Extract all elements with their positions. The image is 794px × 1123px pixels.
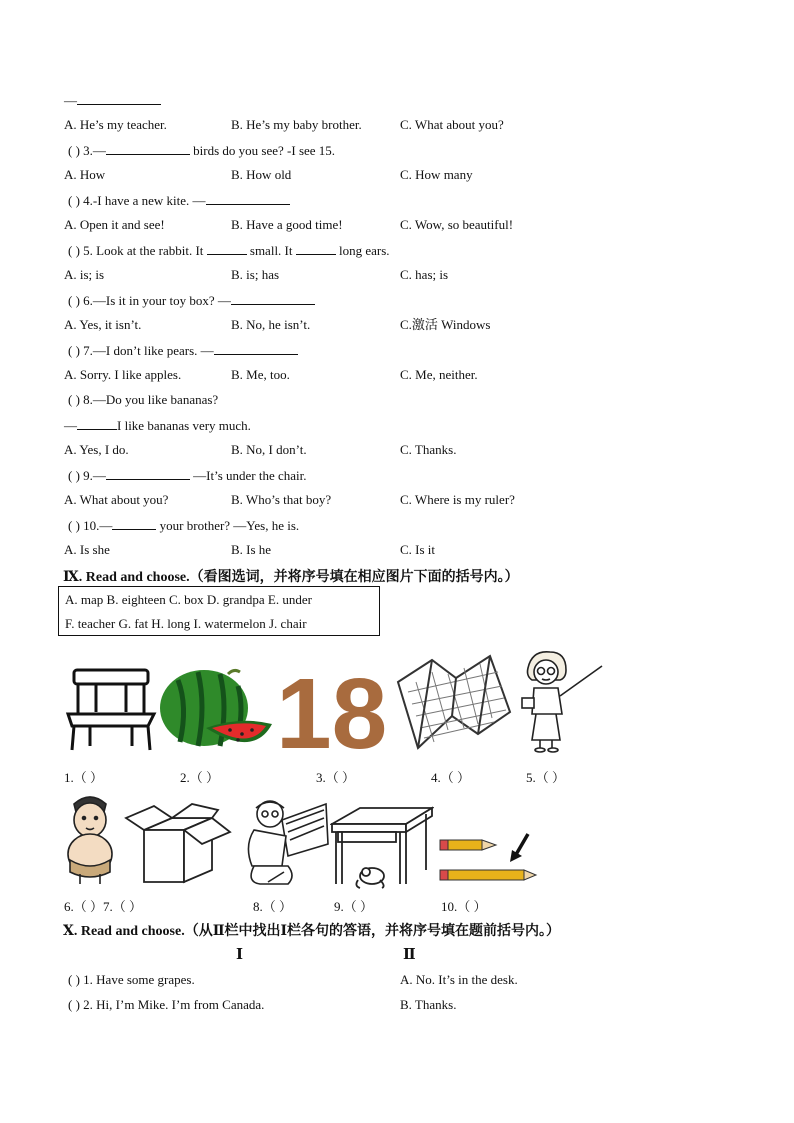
- option-a: A. Yes, I do.: [64, 442, 129, 457]
- section-title: Ⅸ. Read and choose.（看图选词，并将序号填在相应图片下面的括号内。）: [63, 570, 519, 585]
- answer-blank[interactable]: [296, 242, 336, 255]
- answer-line: [64, 92, 161, 109]
- option-a: A. Is she: [64, 542, 110, 557]
- question-text: 9.—: [83, 468, 106, 483]
- answer-label[interactable]: 4.（ ）: [431, 770, 471, 785]
- question-text: 4.-I have a new kite. —: [83, 193, 206, 208]
- answer-paren[interactable]: ( ): [68, 293, 80, 308]
- option-a: A. What about you?: [64, 492, 169, 507]
- question-text: small. It: [249, 243, 293, 258]
- match-answer: A. No. It’s in the desk.: [400, 972, 518, 987]
- word-bank: [58, 586, 380, 636]
- map-picture: [394, 652, 514, 756]
- word-bank-row: A. map B. eighteen C. box D. grandpa E. under: [65, 592, 312, 607]
- option-c: C. has; is: [400, 267, 449, 282]
- question-text: long ears.: [339, 243, 390, 258]
- option-a: A. Sorry. I like apples.: [64, 367, 182, 382]
- answer-label[interactable]: 5.（ ）: [526, 770, 566, 785]
- question-text: 2. Hi, I’m Mike. I’m from Canada.: [83, 997, 265, 1012]
- dash-text: —: [64, 418, 77, 433]
- answer-paren[interactable]: ( ): [68, 243, 80, 258]
- answer-blank[interactable]: [231, 292, 315, 305]
- option-b: B. Who’s that boy?: [231, 492, 332, 507]
- option-a: A. Yes, it isn’t.: [64, 317, 142, 332]
- answer-paren[interactable]: ( ): [68, 468, 80, 483]
- option-c: C. How many: [400, 167, 473, 182]
- option-b: B. is; has: [231, 267, 280, 282]
- option-c: C. Me, neither.: [400, 367, 478, 382]
- answer-blank[interactable]: [206, 192, 290, 205]
- option-a: A. Open it and see!: [64, 217, 165, 232]
- section-title: Ⅹ. Read and choose.（从Ⅱ栏中找出Ⅰ栏各句的答语，并将序号填在题前括号内。）: [63, 924, 561, 939]
- question-text: —It’s under the chair.: [193, 468, 307, 483]
- answer-blank[interactable]: [77, 417, 117, 430]
- answer-label[interactable]: 2.（ ）: [180, 770, 220, 785]
- match-question-2: [68, 997, 264, 1013]
- question-8-line-2: [64, 417, 251, 434]
- chair-picture: [62, 664, 160, 754]
- question-text: 1. Have some grapes.: [83, 972, 195, 987]
- option-c: C. Where is my ruler?: [400, 492, 515, 507]
- answer-blank[interactable]: [214, 342, 298, 355]
- number-eighteen: 18: [276, 664, 388, 756]
- question-8: [68, 392, 218, 408]
- question-10: [68, 517, 299, 534]
- match-question-1: [68, 972, 195, 988]
- question-6: [68, 292, 315, 309]
- answer-label[interactable]: 3.（ ）: [316, 770, 356, 785]
- question-9: [68, 467, 307, 484]
- question-text: your brother? —Yes, he is.: [159, 518, 300, 533]
- column-header: Ⅱ: [403, 947, 416, 963]
- answer-paren[interactable]: ( ): [68, 193, 80, 208]
- answer-paren[interactable]: ( ): [68, 997, 80, 1012]
- watermelon-picture: [158, 666, 276, 756]
- option-b: B. Me, too.: [231, 367, 290, 382]
- option-a: A. He’s my teacher.: [64, 117, 167, 132]
- match-answer: B. Thanks.: [400, 997, 457, 1012]
- question-text: 10.—: [83, 518, 113, 533]
- option-a: A. is; is: [64, 267, 105, 282]
- box-picture: [122, 800, 232, 888]
- answer-blank[interactable]: [112, 517, 156, 530]
- answer-blank[interactable]: [77, 92, 161, 105]
- dash-text: —: [64, 93, 77, 108]
- answer-paren[interactable]: ( ): [68, 392, 80, 407]
- question-4: [68, 192, 290, 209]
- grandpa-picture: [238, 796, 330, 888]
- question-text: 3.—: [83, 143, 106, 158]
- option-c: C. What about you?: [400, 117, 504, 132]
- answer-blank[interactable]: [106, 142, 190, 155]
- option-c: C. Is it: [400, 542, 436, 557]
- question-text: 7.—I don’t like pears. —: [83, 343, 214, 358]
- desk-under-picture: [330, 800, 434, 890]
- answer-label[interactable]: 1.（ ）: [64, 770, 104, 785]
- answer-label[interactable]: 6.（ ）7.（ ）: [64, 899, 143, 914]
- option-b: B. No, I don’t.: [231, 442, 307, 457]
- answer-label[interactable]: 10.（ ）: [441, 899, 487, 914]
- pencils-picture: [436, 832, 540, 888]
- question-text: birds do you see? -I see 15.: [193, 143, 336, 158]
- question-text: 6.—Is it in your toy box? —: [83, 293, 231, 308]
- question-7: [68, 342, 298, 359]
- question-text: 8.—Do you like bananas?: [83, 392, 219, 407]
- option-b: B. Have a good time!: [231, 217, 343, 232]
- fat-boy-picture: [60, 792, 120, 886]
- option-c: C.激活 Windows: [400, 317, 491, 332]
- option-b: B. He’s my baby brother.: [231, 117, 362, 132]
- option-c: C. Wow, so beautiful!: [400, 217, 514, 232]
- option-b: B. No, he isn’t.: [231, 317, 311, 332]
- answer-label[interactable]: 8.（ ）: [253, 899, 293, 914]
- eighteen-picture: [276, 664, 390, 756]
- option-c: C. Thanks.: [400, 442, 457, 457]
- question-5: [68, 242, 390, 259]
- column-header: Ⅰ: [236, 947, 244, 963]
- answer-label[interactable]: 9.（ ）: [334, 899, 374, 914]
- answer-blank[interactable]: [106, 467, 190, 480]
- option-b: B. Is he: [231, 542, 272, 557]
- answer-blank[interactable]: [207, 242, 247, 255]
- word-bank-row: F. teacher G. fat H. long I. watermelon J. chair: [65, 616, 307, 631]
- question-text: 5. Look at the rabbit. It: [83, 243, 204, 258]
- answer-paren[interactable]: ( ): [68, 143, 80, 158]
- answer-paren[interactable]: ( ): [68, 518, 80, 533]
- answer-paren[interactable]: ( ): [68, 343, 80, 358]
- question-text: I like bananas very much.: [117, 418, 251, 433]
- option-a: A. How: [64, 167, 106, 182]
- option-b: B. How old: [231, 167, 292, 182]
- answer-paren[interactable]: ( ): [68, 972, 80, 987]
- question-3: [68, 142, 335, 159]
- teacher-picture: [516, 648, 608, 756]
